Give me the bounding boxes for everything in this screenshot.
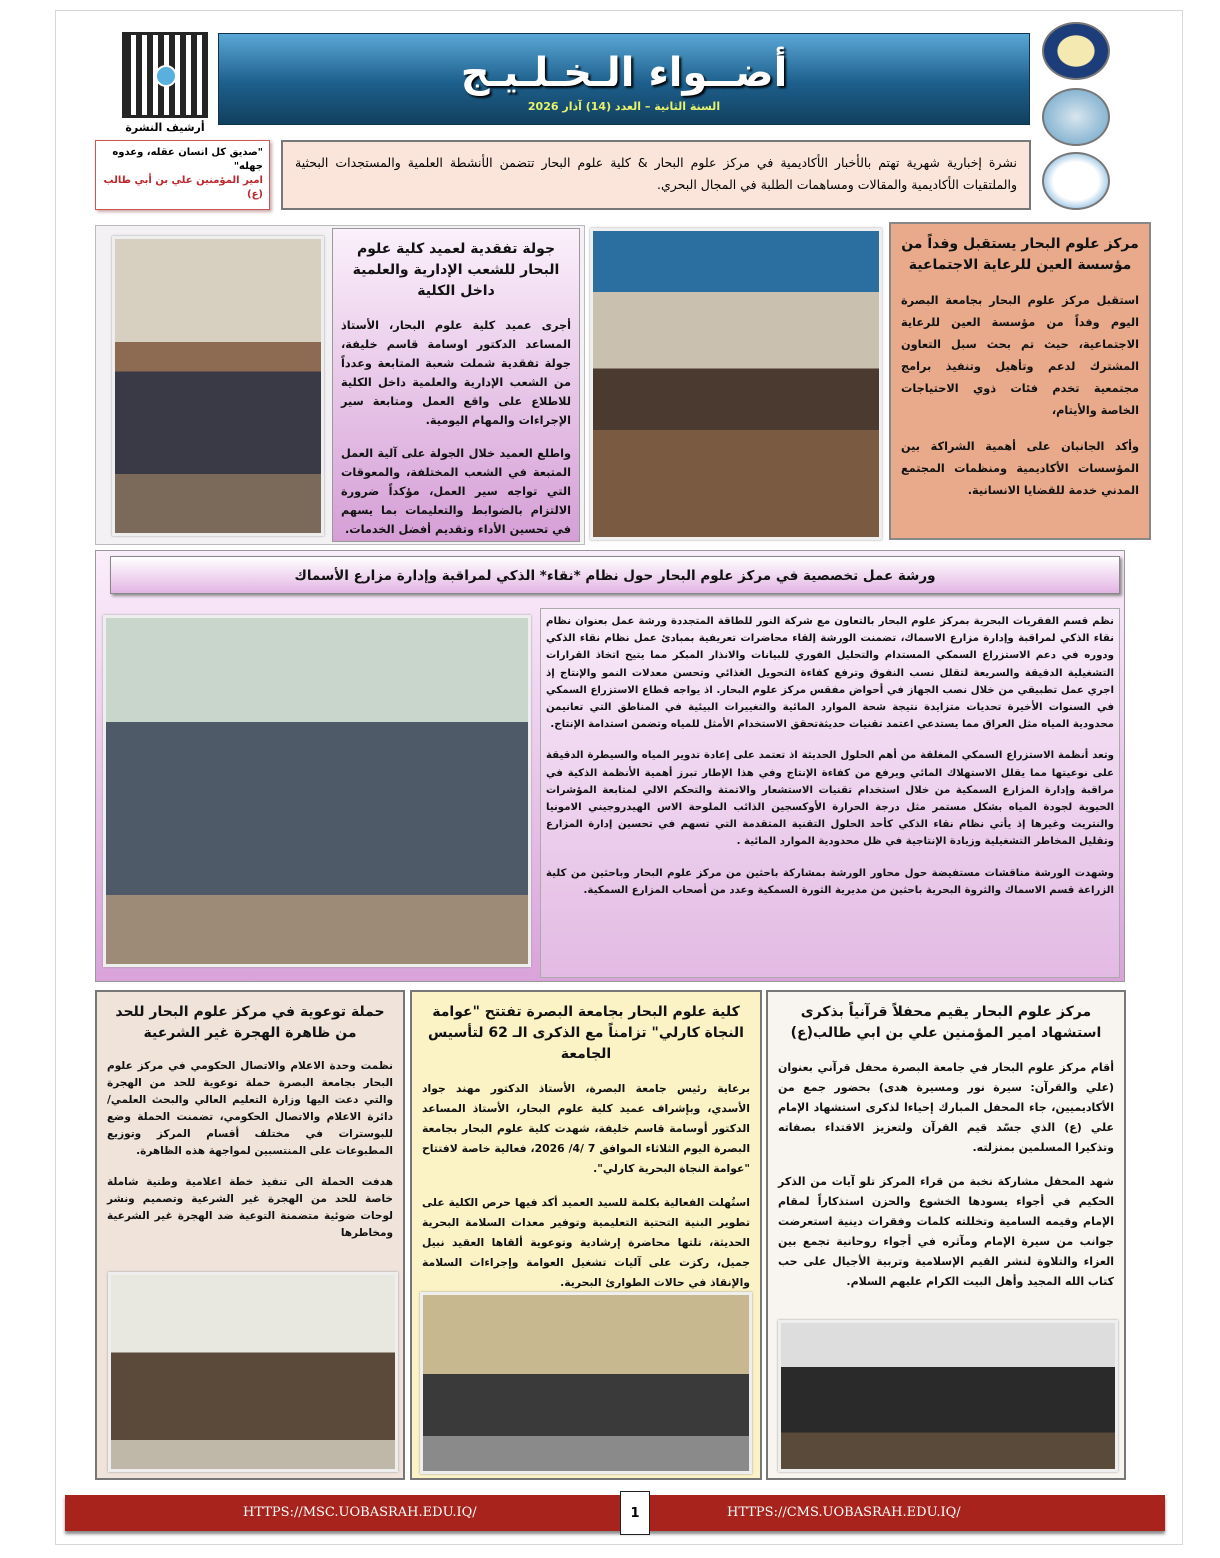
cms-website-link[interactable]: HTTPS://CMS.UOBASRAH.EDU.IQ/ — [727, 1505, 961, 1520]
workshop-title-bar — [110, 556, 1120, 594]
article-title: حملة توعوية في مركز علوم البحار للحد من ظاهرة الهجرة غير الشرعية — [115, 1004, 385, 1041]
quote-text: "صديق كل انسان عقله، وعدوه جهله" — [112, 147, 263, 172]
qr-code[interactable] — [122, 32, 208, 118]
article-title: جولة تفقدية لعميد كلية علوم البحار للشعب الإدارية والعلمية داخل الكلية — [352, 241, 560, 299]
article-title: مركز علوم البحار يقيم محفلاً قرآنياً بذكرى استشهاد امير المؤمنين علي بن ابي طالب(ع) — [790, 1004, 1102, 1041]
workshop-article — [540, 608, 1120, 978]
article-paragraph: برعاية رئيس جامعة البصرة، الأستاذ الدكتور مهند جواد الأسدي، وبإشراف عميد كلية علوم البحار، الأستاذ المساعد الدكتور أوسامة قاسم خليفة، شهدت كلية علوم البحار بجامعة البصرة اليوم الثلاثاء الموافق 7 /4/ 2026، فعالية خاصة لافتتاح "عوامة النجاة البحرية كارلي". — [422, 1082, 751, 1175]
article-paragraph: هدفت الحملة الى تنفيذ خطة اعلامية وطنية شاملة خاصة للحد من الهجرة غير الشرعية وتصميم ونشر لوحات ضوئية متضمنة التوعية ضد الهجرة غير الشرعية ومخاطرها — [107, 1176, 393, 1239]
article-paragraph: استُهلت الفعالية بكلمة للسيد العميد أكد فيها حرص الكلية على تطوير البنية التحتية التعليمية وتوفير معدات السلامة البحرية الحديثة، تلتها محاضرة إرشادية وتوعوية ألقاها العقيد نبيل جميل، ركزت على آليات تشغيل العوامة وإجراءات السلامة والإنقاذ في حالات الطوارئ البحرية. — [422, 1196, 750, 1289]
article-title: ورشة عمل تخصصية في مركز علوم البحار حول نظام *نقاء* الذكي لمراقبة وإدارة مزارع الأسماك — [294, 568, 936, 584]
quote-author: امير المؤمنين علي بن أبي طالب (ع) — [103, 175, 263, 200]
intro-box: نشرة إخبارية شهرية تهتم بالأخبار الأكاديمية في مركز علوم البحار & كلية علوم البحار تتضمن الأنشطة العلمية والمستجدات البحثية والملتقيات الأكاديمية والمقالات ومساهمات الطلبة في المجال البحري. — [281, 140, 1031, 210]
article-paragraph: نظمت وحدة الاعلام والاتصال الحكومي في مركز علوم البحار بجامعة البصرة حملة توعوية للحد من الهجرة والتي دعت اليها وزارة التعليم العالي والبحث العلمي/ دائرة الاعلام والاتصال الحكومي، تضمنت الحملة وضع للبوسترات في مختلف أقسام المركز وتوزيع المطبوعات على المنتسبين لمواجهة هذه الظاهرة. — [107, 1060, 393, 1157]
issue-info: السنة الثانية – العدد (14) آذار 2026 — [527, 100, 721, 113]
page-number: 1 — [620, 1491, 650, 1535]
newsletter-title: أضــواء الـخـلـيـج — [460, 50, 788, 96]
archive-label[interactable]: أرشيف النشرة — [125, 121, 205, 134]
workshop-group-photo — [103, 615, 531, 967]
quran-photo — [778, 1320, 1118, 1472]
msc-website-link[interactable]: HTTPS://MSC.UOBASRAH.EDU.IQ/ — [243, 1505, 477, 1520]
article-paragraph: وأكد الجانبان على أهمية الشراكة بين المؤسسات الأكاديمية ومنظمات المجتمع المدني خدمة للقضايا الانسانية. — [901, 440, 1139, 497]
article-paragraph: أجرى عميد كلية علوم البحار، الأستاذ المساعد الدكتور اوسامة قاسم خليفة، جولة تفقدية شملت شعبة المتابعة وعدداً من الشعب الإدارية والعلمية داخل الكلية للاطلاع على واقع العمل ومتابعة سير الإجراءات والمهام اليومية. — [341, 319, 571, 427]
article-title: كلية علوم البحار بجامعة البصرة تفتتح "عوامة النجاة كارلي" تزامناً مع الذكرى الـ 62 لتأسيس الجامعة — [428, 1004, 744, 1062]
masthead-banner — [218, 33, 1030, 125]
marine-science-centre-logo — [1042, 152, 1110, 210]
campaign-photo — [108, 1272, 398, 1472]
telegram-icon — [155, 65, 177, 87]
article-paragraph: واطلع العميد خلال الجولة على آلية العمل المتبعة في الشعب المختلفة، والمعوقات التي تواجه سير العمل، مؤكداً ضرورة الالتزام بالضوابط والتعليمات بما يسهم في تحسين الأداء وتقديم أفضل الخدمات. — [341, 447, 571, 536]
article-paragraph: استقبل مركز علوم البحار بجامعة البصرة اليوم وفداً من مؤسسة العين للرعاية الاجتماعية، حيث تم بحث سبل التعاون المشترك لدعم وتأهيل وتنفيذ برامج مجتمعية تخدم فئات ذوي الاحتياجات الخاصة والأيتام، — [901, 294, 1139, 417]
quote-box — [95, 140, 270, 210]
footer-bar — [65, 1495, 1165, 1531]
boat-photo — [420, 1292, 752, 1474]
visit-article — [889, 222, 1151, 540]
college-logo — [1042, 88, 1110, 146]
university-logo — [1042, 22, 1110, 80]
article-paragraph: وتعد أنظمة الاستزراع السمكي المغلقة من أهم الحلول الحديثة اذ تعتمد على إعادة تدوير المياه والسيطرة الدقيقة على نوعيتها مما يقلل الاستهلاك المائي ويرفع من كفاءة الإنتاج وفي هذا الإطار تبرز أهمية الأنظمة الذكية في مراقبة وإدارة المزارع السمكية من خلال استخدام تقنيات الاستشعار والاتمتة والتحكم الالي لمتابعة المؤشرات الحيوية لجودة المياه بشكل مستمر مثل درجة الحرارة الأوكسجين الذائب الملوحة الاس الهيدروجيني الامونيا والنتريت وغيرها إذ يأتي نظام نقاء الذكي كأحد الحلول التقنية المتقدمة التي تسهم في تحسين إدارة المزارع وتقليل المخاطر التشغيلية وزيادة الإنتاجية في ظل محدودية الموارد المائية . — [546, 750, 1114, 848]
article-paragraph: شهد المحفل مشاركة نخبة من قراء المركز تلو آيات من الذكر الحكيم في أجواء يسودها الخشوع والحزن استذكاراً لمقام الإمام وقيمه السامية وتخللته كلمات وفقرات دينية استعرضت جوانب من سيرة الإمام ومآثره في أجواء روحانية تجمع بين العزاء والتلاوة لنشر القيم الإسلامية وتربية الأجيال على حب كتاب الله المجيد وأهل البيت الكرام عليهم السلام. — [778, 1175, 1114, 1288]
tour-article — [332, 228, 580, 542]
article-paragraph: نظم قسم الفقريات البحرية بمركز علوم البحار بالتعاون مع شركة النور للطاقة المتجددة ورشة عمل بعنوان نظام نقاء الذكي لمراقبة وإدارة مزارع الاسماك، تضمنت الورشة إلقاء محاضرات تعريفية بمبادئ عمل نظام نقاء الذكي ودوره في دعم الاستزراع السمكي المستدام والتحليل الفوري للبيانات والانذار المبكر مما يتيح اتخاذ القرارات التشغيلية الدقيقة والسريعة لتقلل نسب النفوق وترفع كفاءة التحويل الغذائي وتحسن معدلات النمو والإنتاج إذ اجري عمل تطبيقي من خلال نصب الجهاز في أحواض مفقس مركز علوم البحار. اذ يواجه قطاع الاستزراع السمكي في السنوات الأخيرة تحديات متزايدة نتيجة شحة الموارد المائية والتغييرات البيئية في المناطق التي تعانيمن محدودية المياه مثل العراق مما يستدعي اعتمد تقنيات حديثةتحقق الاستخدام الأمثل للمياه وتضمن استدامة الإنتاج. — [546, 616, 1114, 731]
tour-photo — [112, 236, 324, 536]
visit-photo — [590, 228, 882, 540]
article-title: مركز علوم البحار يستقبل وفداً من مؤسسة العين للرعاية الاجتماعية — [901, 236, 1139, 273]
article-paragraph: أقام مركز علوم البحار في جامعة البصرة محفل قرآني بعنوان (علي والقرآن: سيرة نور ومسيرة هدى) بحضور جمع من الأكاديميين، جاء المحفل المبارك إحياءا لذكرى استشهاد الإمام علي (ع) الذي جسّد قيم القرآن ولتعزيز الاقتداء بصفاته وتذكيرا المسلمين بمنزلته. — [778, 1061, 1114, 1154]
article-paragraph: وشهدت الورشة مناقشات مستفيضة حول محاور الورشة بمشاركة باحثين من مركز علوم البحار وباحثين من كلية الزراعة قسم الاسماك والثروة البحرية باحثين من مديرية الثورة السمكية وعدد من أصحاب المزارع السمكية. — [546, 867, 1114, 896]
